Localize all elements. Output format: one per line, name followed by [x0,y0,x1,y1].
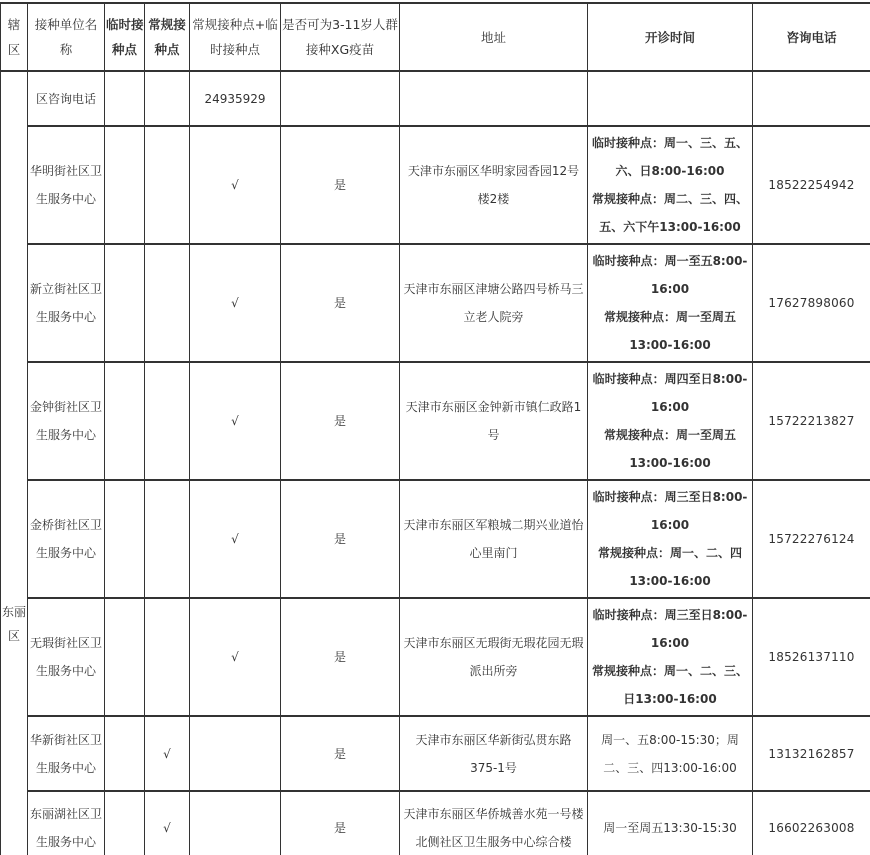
hours-cell [588,244,753,362]
row-jinqiao [1,480,870,598]
header-unit-name: 接种单位名称 [28,3,105,71]
age-eligible-cell [281,71,400,126]
header-hours: 开诊时间 [588,3,753,71]
site-name-cell: 华明街社区卫生服务中心 [28,126,105,244]
temp-check-cell [105,126,145,244]
header-address: 地址 [400,3,588,71]
hours-temp-line: 临时接种点：周一、三、五、六、日8:00-16:00 [591,136,748,178]
both-check-cell [190,716,281,791]
hours-cell [588,71,753,126]
header-regular-line2: 种点 [154,42,180,57]
both-check-cell: √ [190,126,281,244]
age-eligible-cell: 是 [281,126,400,244]
both-check-cell: √ [190,362,281,480]
vaccination-sites-table [0,2,870,855]
header-temp-line1: 临时接 [106,17,144,32]
phone-cell: 18526137110 [753,598,870,716]
row-huaming [1,126,870,244]
address-cell: 天津市东丽区华明家园香园12号楼2楼 [400,126,588,244]
hours-regular-line: 常规接种点：周一、二、四13:00-16:00 [597,546,742,588]
address-cell: 天津市东丽区无瑕街无瑕花园无瑕派出所旁 [400,598,588,716]
hours-regular-line: 常规接种点：周一至周五13:00-16:00 [603,428,736,470]
hours-temp-line: 临时接种点：周三至日8:00-16:00 [592,608,748,650]
site-name-cell: 华新街社区卫生服务中心 [28,716,105,791]
both-check-cell: √ [190,244,281,362]
address-cell [400,71,588,126]
header-phone: 咨询电话 [753,3,870,71]
age-eligible-cell: 是 [281,480,400,598]
header-both-line2: 时接种点 [209,42,260,57]
hours-temp-line: 临时接种点：周三至日8:00-16:00 [592,490,748,532]
header-both-line1: 常规接种点+临 [192,17,278,32]
age-eligible-cell: 是 [281,244,400,362]
address-cell: 天津市东丽区津塘公路四号桥马三立老人院旁 [400,244,588,362]
header-temp-line2: 种点 [111,42,137,57]
row-xinli [1,244,870,362]
district-cell [1,71,28,855]
both-check-cell [190,791,281,855]
phone-cell: 17627898060 [753,244,870,362]
both-check-cell: √ [190,598,281,716]
hours-cell [588,126,753,244]
regular-check-cell [145,244,190,362]
phone-cell [753,71,870,126]
regular-check-cell [145,71,190,126]
temp-check-cell [105,71,145,126]
header-temp-point [105,3,145,71]
row-donglihu [1,791,870,855]
phone-cell: 16602263008 [753,791,870,855]
temp-check-cell [105,716,145,791]
address-cell: 天津市东丽区华新街弘贯东路375-1号 [400,716,588,791]
phone-cell: 18522254942 [753,126,870,244]
regular-check-cell [145,362,190,480]
regular-check-cell [145,126,190,244]
address-cell: 天津市东丽区华侨城善水苑一号楼北侧社区卫生服务中心综合楼 [400,791,588,855]
age-eligible-cell: 是 [281,362,400,480]
header-regular-line1: 常规接 [148,17,186,32]
header-age-line1: 是否可为3-11岁人群 [282,17,398,32]
site-name-cell: 区咨询电话 [28,71,105,126]
header-district: 辖区 [1,3,28,71]
age-eligible-cell: 是 [281,716,400,791]
temp-check-cell [105,244,145,362]
hours-cell [588,480,753,598]
address-cell: 天津市东丽区军粮城二期兴业道怡心里南门 [400,480,588,598]
site-name-cell: 金钟街社区卫生服务中心 [28,362,105,480]
site-name-cell: 金桥街社区卫生服务中心 [28,480,105,598]
hours-regular-line: 常规接种点：周一、二、三、日13:00-16:00 [591,664,748,706]
regular-check-cell: √ [145,791,190,855]
header-row [1,3,870,71]
row-wuxia [1,598,870,716]
temp-check-cell [105,480,145,598]
header-both-point [190,3,281,71]
site-name-cell: 无瑕街社区卫生服务中心 [28,598,105,716]
age-eligible-cell: 是 [281,791,400,855]
hours-temp-line: 临时接种点：周四至日8:00-16:00 [592,372,748,414]
regular-check-cell [145,598,190,716]
row-huaxin [1,716,870,791]
site-name-cell: 东丽湖社区卫生服务中心 [28,791,105,855]
hours-cell [588,362,753,480]
temp-check-cell [105,362,145,480]
row-jinzhong [1,362,870,480]
row-district-hotline [1,71,870,126]
regular-check-cell [145,480,190,598]
phone-cell: 15722213827 [753,362,870,480]
regular-check-cell: √ [145,716,190,791]
hours-cell: 周一至周五13:30-15:30 [588,791,753,855]
both-check-cell: √ [190,480,281,598]
header-regular-point [145,3,190,71]
hours-temp-line: 临时接种点：周一至五8:00-16:00 [592,254,748,296]
temp-check-cell [105,791,145,855]
header-age-3-11 [281,3,400,71]
site-name-cell: 新立街社区卫生服务中心 [28,244,105,362]
hours-regular-line: 常规接种点：周一至周五13:00-16:00 [603,310,736,352]
header-age-line2: 接种XG疫苗 [305,42,375,57]
hours-regular-line: 常规接种点：周二、三、四、五、六下午13:00-16:00 [591,192,748,234]
hours-cell [588,598,753,716]
district-label: 东丽区 [1,605,26,643]
phone-cell: 13132162857 [753,716,870,791]
address-cell: 天津市东丽区金钟新市镇仁政路1号 [400,362,588,480]
hours-cell: 周一、五8:00-15:30；周二、三、四13:00-16:00 [588,716,753,791]
both-check-cell: 24935929 [190,71,281,126]
phone-cell: 15722276124 [753,480,870,598]
temp-check-cell [105,598,145,716]
age-eligible-cell: 是 [281,598,400,716]
